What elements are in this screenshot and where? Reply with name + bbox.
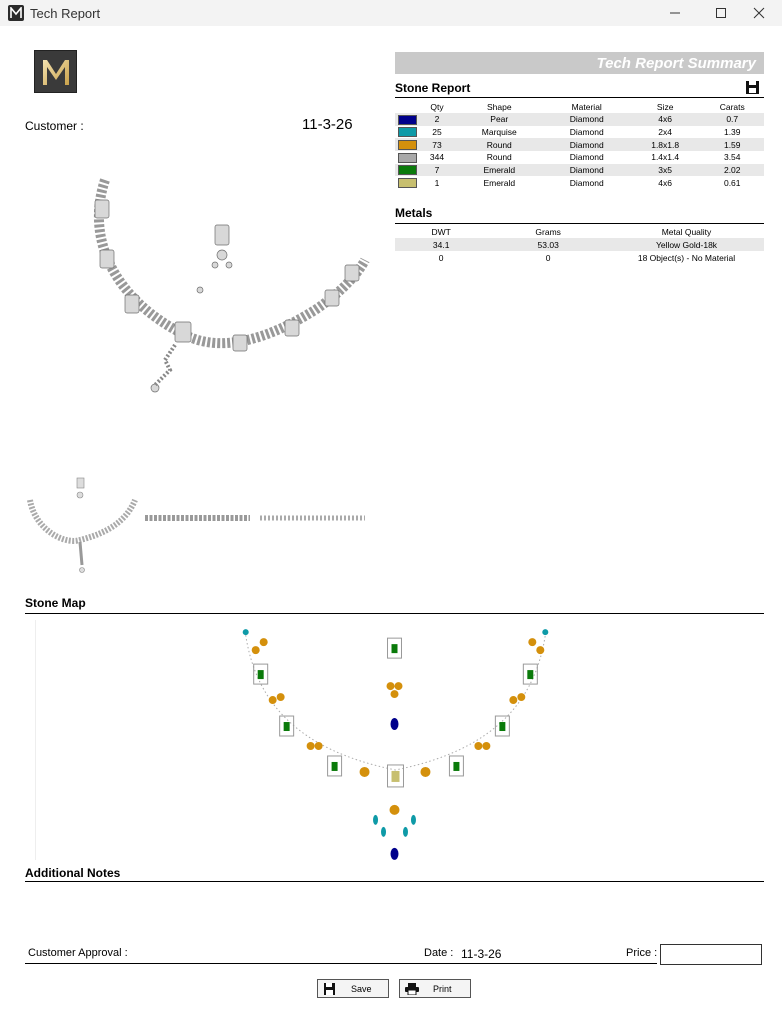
stone-map-heading: Stone Map bbox=[25, 596, 86, 610]
title-bar bbox=[0, 0, 782, 26]
cell-carats: 1.59 bbox=[701, 138, 765, 151]
table-row bbox=[395, 151, 764, 164]
col-material: Material bbox=[571, 102, 602, 112]
divider bbox=[25, 613, 764, 614]
cell-material: Diamond bbox=[544, 113, 630, 126]
col-qty: Qty bbox=[430, 102, 444, 112]
cell-carats: 2.02 bbox=[701, 164, 765, 177]
cell-shape: Marquise bbox=[481, 127, 517, 138]
cell-metal-quality: 18 Object(s) - No Material bbox=[637, 252, 736, 263]
cell-material: Diamond bbox=[569, 177, 604, 188]
cell-size: 4x6 bbox=[630, 113, 701, 126]
col-color bbox=[395, 101, 419, 113]
stone-table bbox=[395, 101, 764, 189]
cell-dwt: 34.1 bbox=[395, 238, 487, 251]
cell-shape: Emerald bbox=[455, 164, 544, 177]
cell-size: 1.8x1.8 bbox=[630, 138, 701, 151]
cell-qty: 7 bbox=[419, 164, 455, 177]
save-icon[interactable] bbox=[745, 80, 760, 95]
stone-color-swatch bbox=[395, 126, 419, 139]
cell-qty: 73 bbox=[419, 138, 455, 151]
minimize-button[interactable] bbox=[652, 0, 698, 26]
cell-qty: 344 bbox=[429, 152, 445, 163]
cell-dwt: 0 bbox=[438, 252, 444, 263]
save-button-label: Save bbox=[351, 983, 372, 994]
customer-label: Customer : bbox=[25, 119, 84, 133]
window-title: Tech Report bbox=[30, 6, 101, 21]
summary-title: Tech Report Summary bbox=[596, 55, 756, 72]
cell-qty: 25 bbox=[432, 127, 442, 138]
customer-approval-label: Customer Approval : bbox=[28, 947, 128, 959]
col-dwt: DWT bbox=[431, 227, 451, 237]
cell-size: 2x4 bbox=[658, 127, 673, 138]
save-button[interactable] bbox=[317, 979, 389, 998]
price-label: Price : bbox=[626, 947, 658, 959]
col-grams: Grams bbox=[535, 227, 561, 237]
cell-material: Diamond bbox=[569, 127, 604, 138]
date-value: 11-3-26 bbox=[461, 947, 502, 961]
cell-carats: 3.54 bbox=[723, 152, 741, 163]
table-header-row bbox=[395, 226, 764, 238]
save-icon bbox=[323, 983, 337, 995]
stone-color-swatch bbox=[395, 113, 419, 126]
cell-grams: 0 bbox=[545, 252, 551, 263]
cell-material: Diamond bbox=[569, 152, 604, 163]
divider bbox=[395, 223, 764, 224]
stone-map-diagram bbox=[35, 620, 760, 860]
cell-shape: Pear bbox=[455, 113, 544, 126]
report-date: 11-3-26 bbox=[302, 116, 353, 133]
table-row bbox=[395, 113, 764, 126]
cell-qty: 1 bbox=[434, 177, 440, 188]
cell-material: Diamond bbox=[544, 138, 630, 151]
price-input[interactable] bbox=[660, 944, 762, 965]
table-row bbox=[395, 126, 764, 139]
cell-size: 4x6 bbox=[658, 177, 673, 188]
necklace-render-image bbox=[75, 160, 375, 400]
cell-shape: Round bbox=[455, 138, 544, 151]
cell-metal-quality: Yellow Gold-18k bbox=[609, 238, 764, 251]
approval-signature-line bbox=[25, 963, 657, 964]
stone-color-swatch bbox=[395, 138, 419, 151]
table-header-row bbox=[395, 101, 764, 113]
col-metal-quality: Metal Quality bbox=[661, 227, 712, 237]
close-button[interactable] bbox=[736, 0, 782, 26]
divider bbox=[395, 97, 764, 98]
brand-logo bbox=[34, 50, 77, 93]
cell-size: 3x5 bbox=[630, 164, 701, 177]
cell-size: 1.4x1.4 bbox=[651, 152, 680, 163]
stone-report-heading: Stone Report bbox=[395, 81, 471, 95]
summary-header bbox=[395, 52, 764, 74]
cell-material: Diamond bbox=[544, 164, 630, 177]
divider bbox=[25, 881, 764, 882]
app-logo-icon bbox=[8, 5, 24, 21]
table-row bbox=[395, 164, 764, 177]
cell-qty: 2 bbox=[419, 113, 455, 126]
print-button[interactable] bbox=[399, 979, 471, 998]
table-row bbox=[395, 176, 764, 189]
print-button-label: Print bbox=[433, 983, 452, 994]
col-size: Size bbox=[656, 102, 674, 112]
stone-color-swatch bbox=[395, 176, 419, 189]
cell-carats: 0.7 bbox=[701, 113, 765, 126]
stone-color-swatch bbox=[395, 151, 419, 164]
cell-carats: 1.39 bbox=[723, 127, 741, 138]
metals-heading: Metals bbox=[395, 206, 433, 220]
cell-shape: Round bbox=[486, 152, 512, 163]
table-row bbox=[395, 138, 764, 151]
printer-icon bbox=[405, 983, 419, 995]
additional-notes-heading: Additional Notes bbox=[25, 866, 121, 880]
cell-carats: 0.61 bbox=[723, 177, 741, 188]
col-shape: Shape bbox=[486, 102, 512, 112]
table-row bbox=[395, 251, 764, 264]
col-carats: Carats bbox=[719, 102, 745, 112]
table-row bbox=[395, 238, 764, 251]
cell-grams: 53.03 bbox=[487, 238, 609, 251]
metals-table bbox=[395, 226, 764, 264]
cell-shape: Emerald bbox=[483, 177, 516, 188]
date-label: Date : bbox=[424, 947, 454, 959]
stone-color-swatch bbox=[395, 164, 419, 177]
view-thumbnails bbox=[25, 470, 370, 580]
